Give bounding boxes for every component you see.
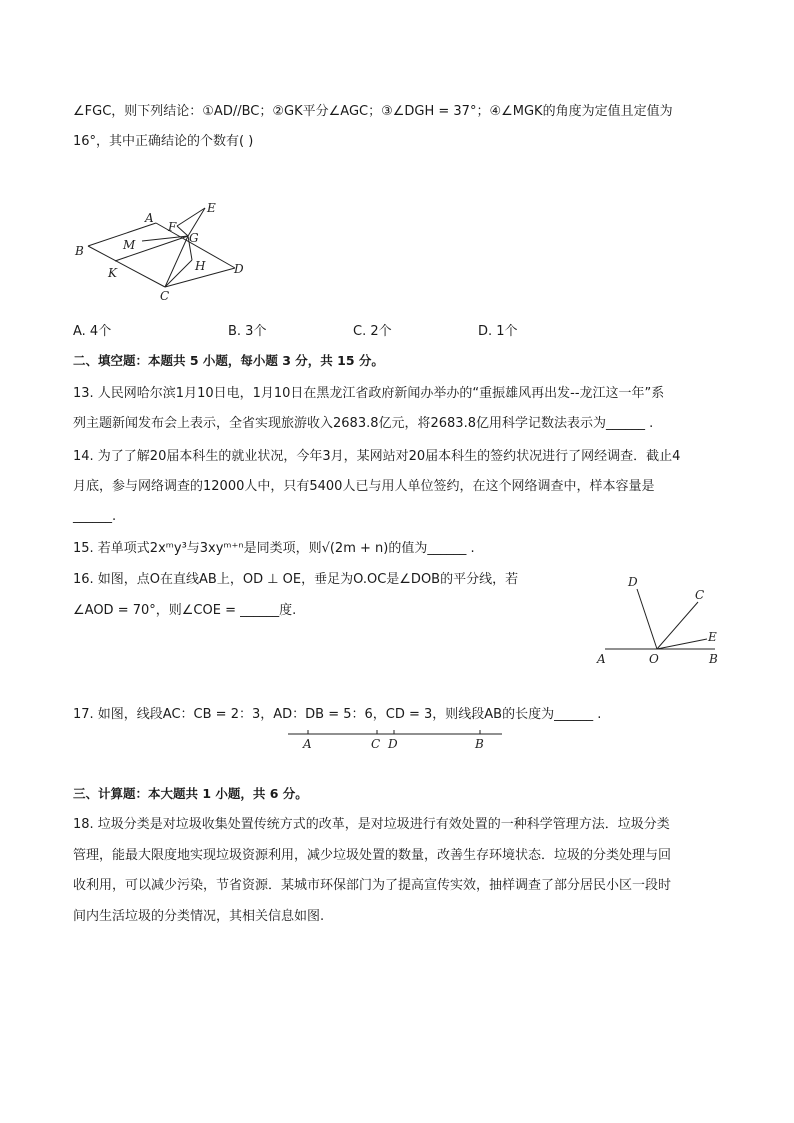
option-d: D. 1个	[478, 324, 518, 339]
figure-label-h: H	[195, 259, 206, 273]
q16-figure	[590, 572, 730, 672]
fig17-label-c: C	[371, 737, 381, 751]
q18-line-3: 收利用，可以减少污染，节省资源．某城市环保部门为了提高宣传实效，抽样调查了部分居民小区一段时	[73, 878, 672, 893]
fig17-label-b: B	[475, 737, 484, 751]
q18-line-1: 18. 垃圾分类是对垃圾收集处置传统方式的改革，是对垃圾进行有效处置的一种科学管理方法．垃圾分类	[73, 817, 670, 832]
segment-gc	[165, 236, 188, 287]
section-3-title: 三、计算题：本大题共 1 小题，共 6 分。	[73, 786, 308, 801]
q12-line-2: 16°，其中正确结论的个数有( )	[73, 134, 254, 149]
q12-line-1: ∠FGC，则下列结论：①AD//BC；②GK平分∠AGC；③∠DGH = 37°；④∠MGK的角度为定值且定值为	[73, 104, 673, 119]
figure-label-a: A	[145, 211, 154, 225]
fig16-label-a: A	[597, 652, 606, 666]
q16-line-2: ∠AOD = 70°，则∠COE = ______度.	[73, 603, 297, 618]
q17-figure	[282, 727, 508, 753]
fig16-label-b: B	[709, 652, 718, 666]
figure-label-c: C	[160, 289, 170, 303]
fig16-label-c: C	[695, 588, 705, 602]
q16-line-1: 16. 如图，点O在直线AB上，OD ⊥ OE，垂足为O.OC是∠DOB的平分线，若	[73, 572, 519, 587]
q15-text: 15. 若单项式2xᵐy³与3xyᵐ⁺ⁿ是同类项，则√(2m + n)的值为______ .	[73, 541, 475, 556]
fig16-label-o: O	[649, 652, 659, 666]
q17-text: 17. 如图，线段AC：CB = 2：3，AD：DB = 5：6，CD = 3，则线段AB的长度为______ .	[73, 707, 602, 722]
segment-fe	[177, 208, 205, 226]
fig17-label-a: A	[303, 737, 312, 751]
q18-line-2: 管理，能最大限度地实现垃圾资源利用，减少垃圾处置的数量，改善生存环境状态．垃圾的分类处理与回	[73, 848, 672, 863]
option-c: C. 2个	[353, 324, 392, 339]
ray-od	[637, 589, 657, 649]
segment-fg	[177, 226, 188, 236]
figure-label-e: E	[207, 201, 216, 215]
figure-label-g: G	[189, 231, 199, 245]
segment-ab	[88, 223, 156, 246]
section-2-title: 二、填空题：本题共 5 小题，每小题 3 分，共 15 分。	[73, 353, 384, 368]
q14-line-2: 月底，参与网络调查的12000人中，只有5400人已与用人单位签约，在这个网络调查中，样本容量是	[73, 479, 655, 494]
option-a: A. 4个	[73, 324, 112, 339]
figure-label-m: M	[123, 238, 136, 252]
q13-line-1: 13. 人民网哈尔滨1月10日电，1月10日在黑龙江省政府新闻办举办的“重振雄风再出发--龙江这一年”系	[73, 386, 665, 401]
fig17-label-d: D	[388, 737, 398, 751]
q14-line-1: 14. 为了了解20届本科生的就业状况，今年3月，某网站对20届本科生的签约状况进行了网经调查．截止4	[73, 449, 681, 464]
figure-label-k: K	[108, 266, 117, 280]
q14-line-3: ______.	[73, 509, 117, 524]
figure-label-b: B	[75, 244, 84, 258]
q13-line-2: 列主题新闻发布会上表示，全省实现旅游收入2683.8亿元，将2683.8亿用科学记数法表示为______ .	[73, 416, 654, 431]
figure-label-f: F	[168, 220, 177, 234]
figure-label-d: D	[234, 262, 244, 276]
q12-figure	[70, 198, 260, 308]
fig16-label-e: E	[708, 630, 717, 644]
segment-bc	[88, 246, 165, 287]
q18-line-4: 间内生活垃圾的分类情况，其相关信息如图.	[73, 909, 325, 924]
fig16-label-d: D	[628, 575, 638, 589]
option-b: B. 3个	[228, 324, 267, 339]
